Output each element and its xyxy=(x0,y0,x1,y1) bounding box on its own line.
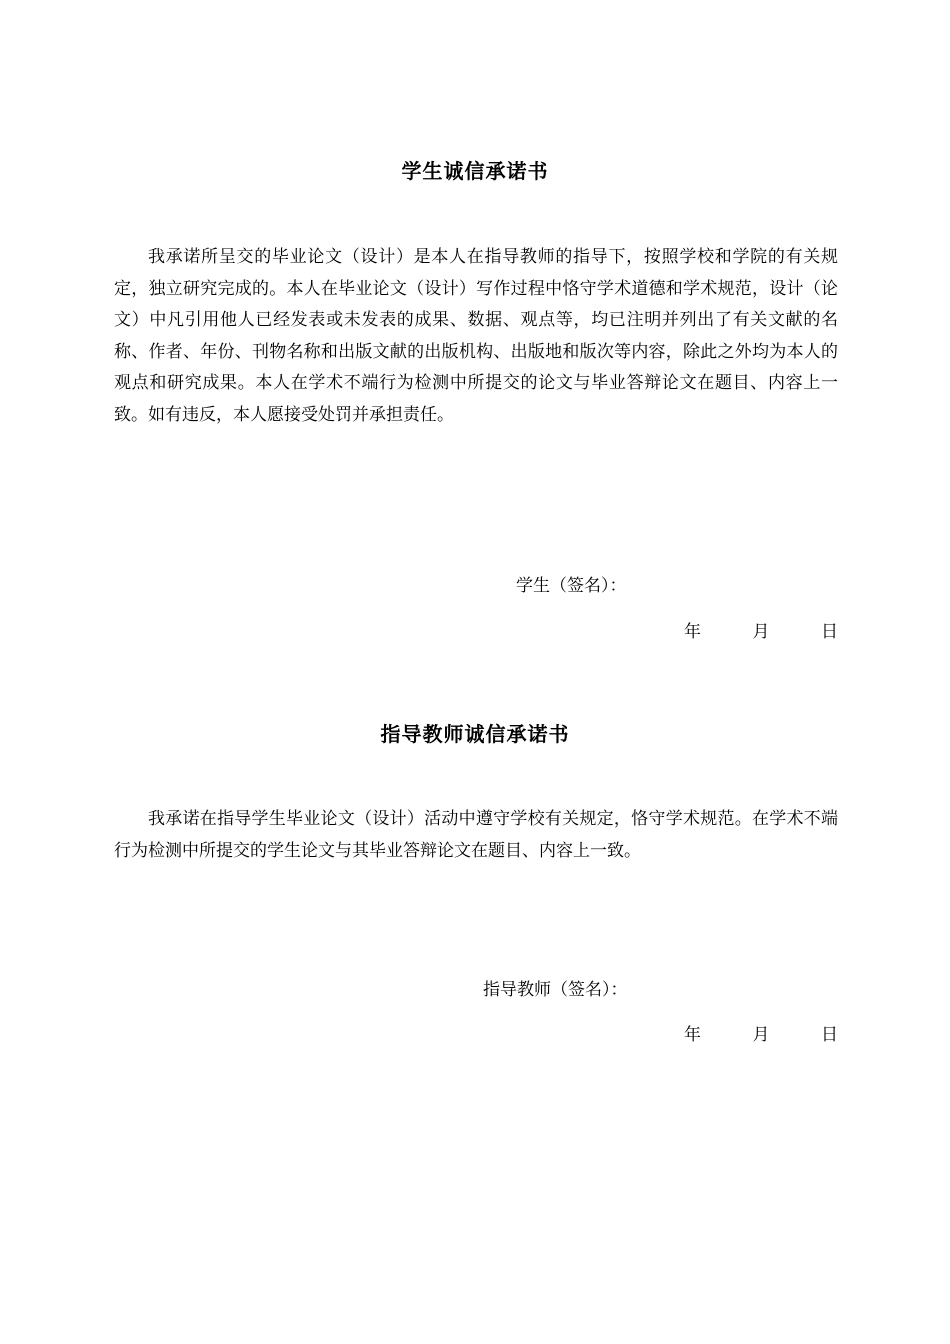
advisor-pledge-title: 指导教师诚信承诺书 xyxy=(380,722,570,746)
advisor-signature-label: 指导教师（签名）： xyxy=(483,980,628,1000)
student-pledge-body: 我承诺所呈交的毕业论文（设计）是本人在指导教师的指导下，按照学校和学院的有关规定，独立研究完成的。本人在毕业论文（设计）写作过程中恪守学术道德和学术规范，设计（论文）中凡引用他人已经发表或未发表的成果、数据、观点等，均已注明并列出了有关文献的名称、作者、年份、刊物名称和出版文献的出版机构、出版地和版次等内容，除此之外均为本人的观点和研究成果。本人在学术不端行为检测中所提交的论文与毕业答辩论文在题目、内容上一致。如有违反，本人愿接受处罚并承担责任。 xyxy=(114,247,838,425)
advisor-date-month: 月 xyxy=(752,1025,770,1045)
student-pledge-title: 学生诚信承诺书 xyxy=(401,159,549,183)
student-signature-label: 学生（签名）： xyxy=(516,576,627,596)
student-date-year: 年 xyxy=(684,622,701,642)
student-date-day: 日 xyxy=(821,622,838,642)
advisor-date-day: 日 xyxy=(821,1025,838,1045)
student-date-row xyxy=(684,617,838,642)
advisor-pledge-body: 我承诺在指导学生毕业论文（设计）活动中遵守学校有关规定，恪守学术规范。在学术不端行为检测中所提交的学生论文与其毕业答辩论文在题目、内容上一致。 xyxy=(114,809,838,861)
advisor-date-row xyxy=(684,1020,838,1045)
student-date-month: 月 xyxy=(752,622,770,642)
advisor-date-year: 年 xyxy=(684,1025,701,1045)
